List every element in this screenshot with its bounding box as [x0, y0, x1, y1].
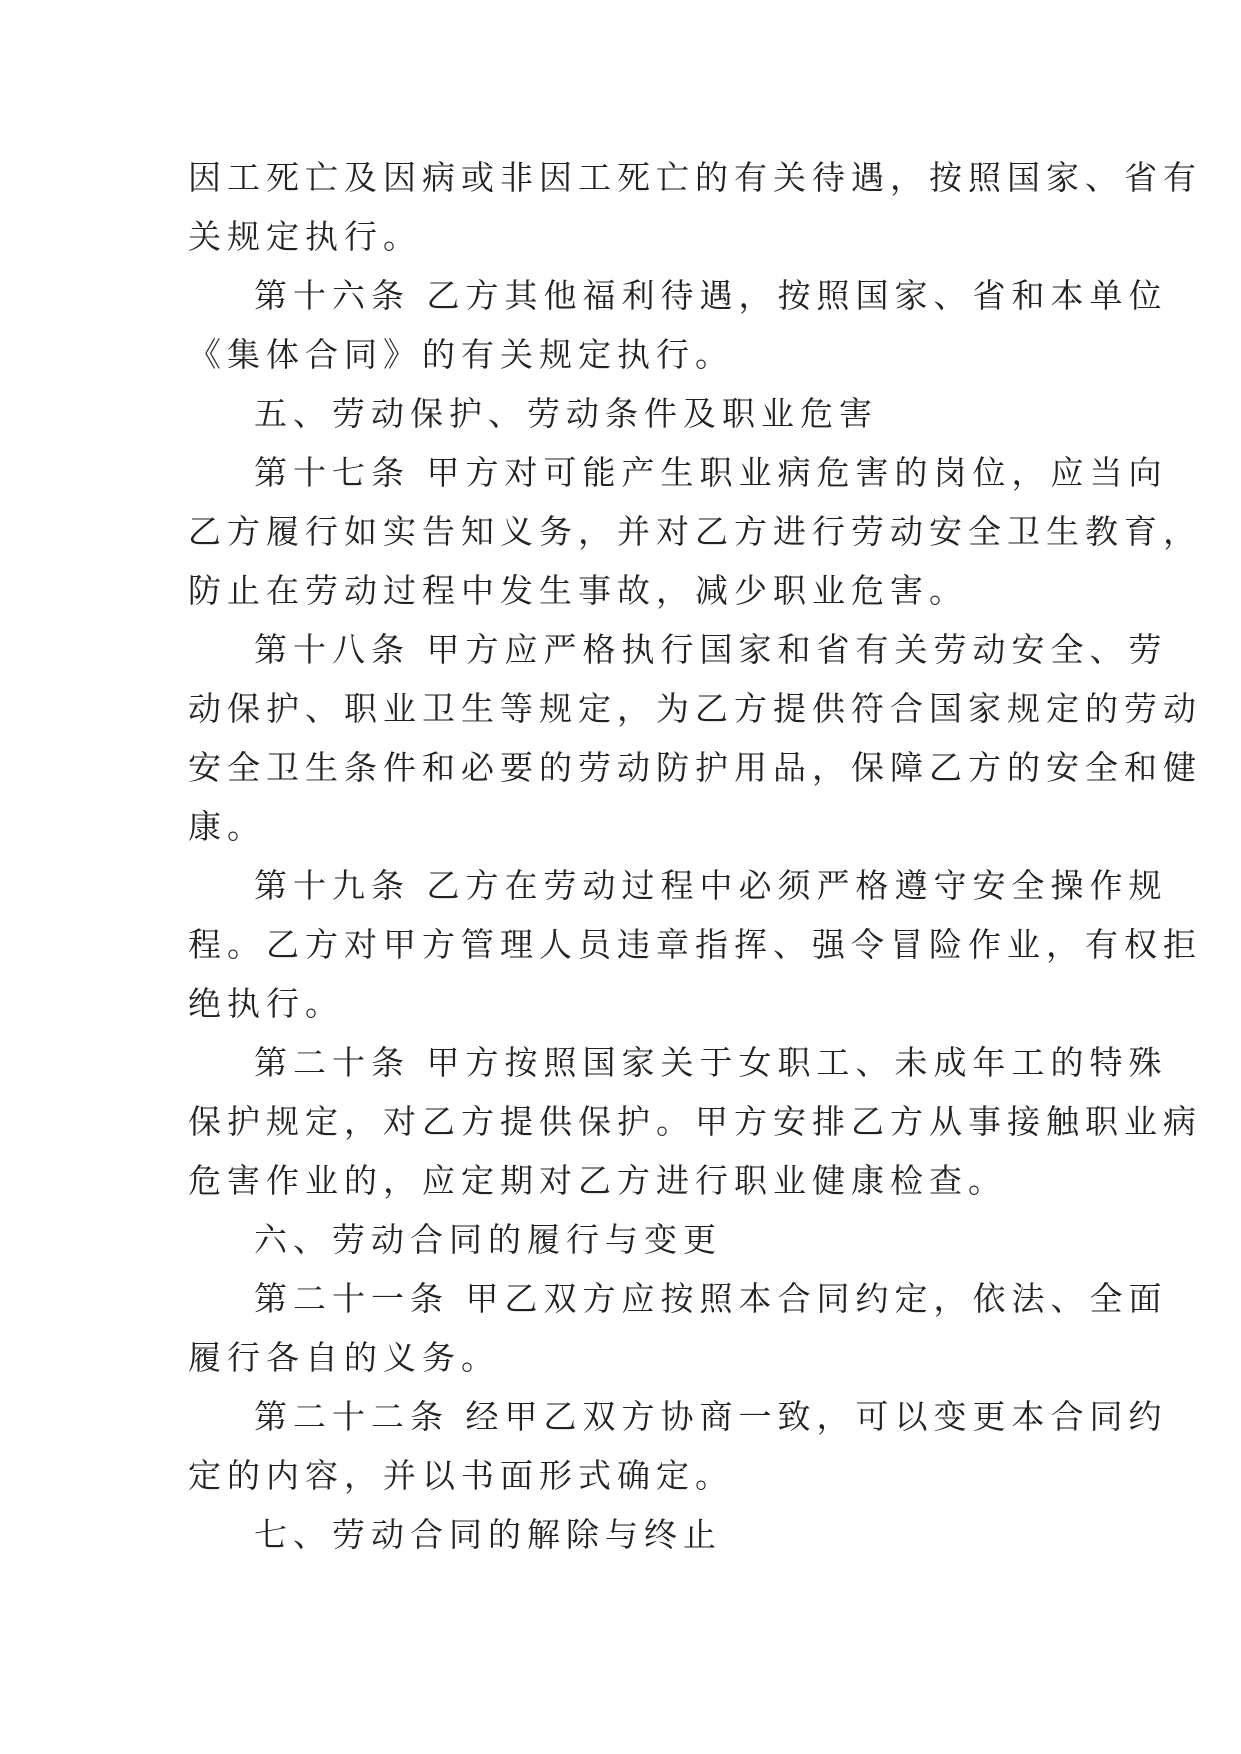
text-line: 安全卫生条件和必要的劳动防护用品，保障乙方的安全和健 [188, 748, 1202, 787]
article-17-heading: 第十七条 甲方对可能产生职业病危害的岗位，应当向 [254, 453, 1168, 492]
text-line: 防止在劳动过程中发生事故，减少职业危害。 [188, 571, 968, 610]
section-6-title: 六、劳动合同的履行与变更 [254, 1220, 722, 1259]
article-19-heading: 第十九条 乙方在劳动过程中必须严格遵守安全操作规 [254, 866, 1168, 905]
section-5-title: 五、劳动保护、劳动条件及职业危害 [254, 394, 878, 433]
article-22-heading: 第二十二条 经甲乙双方协商一致，可以变更本合同约 [254, 1397, 1168, 1436]
text-line: 程。乙方对甲方管理人员违章指挥、强令冒险作业，有权拒 [188, 925, 1202, 964]
text-line: 康。 [188, 807, 266, 846]
text-line: 履行各自的义务。 [188, 1338, 500, 1377]
text-line: 定的内容，并以书面形式确定。 [188, 1456, 734, 1495]
text-line: 危害作业的，应定期对乙方进行职业健康检查。 [188, 1161, 1007, 1200]
text-line: 因工死亡及因病或非因工死亡的有关待遇，按照国家、省有 [188, 158, 1202, 197]
section-7-title: 七、劳动合同的解除与终止 [254, 1515, 722, 1554]
text-line: 乙方履行如实告知义务，并对乙方进行劳动安全卫生教育， [188, 512, 1202, 551]
text-line: 关规定执行。 [188, 217, 422, 256]
article-18-heading: 第十八条 甲方应严格执行国家和省有关劳动安全、劳 [254, 630, 1168, 669]
article-16-heading: 第十六条 乙方其他福利待遇，按照国家、省和本单位 [254, 276, 1168, 315]
text-line: 《集体合同》的有关规定执行。 [188, 335, 734, 374]
contract-text [188, 148, 1202, 1564]
text-line: 绝执行。 [188, 984, 344, 1023]
article-20-heading: 第二十条 甲方按照国家关于女职工、未成年工的特殊 [254, 1043, 1168, 1082]
text-line: 动保护、职业卫生等规定，为乙方提供符合国家规定的劳动 [188, 689, 1202, 728]
text-line: 保护规定，对乙方提供保护。甲方安排乙方从事接触职业病 [188, 1102, 1202, 1141]
article-21-heading: 第二十一条 甲乙双方应按照本合同约定，依法、全面 [254, 1279, 1168, 1318]
